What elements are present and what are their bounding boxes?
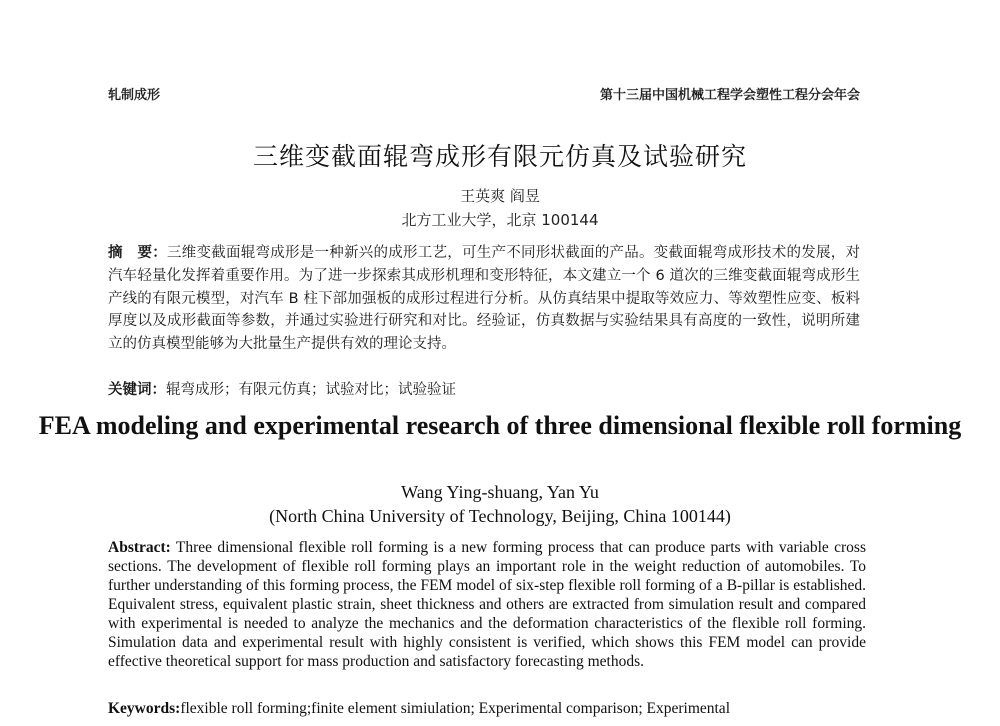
chinese-authors: 王英爽 阎昱 bbox=[460, 187, 540, 205]
chinese-abstract-label: 摘 要： bbox=[108, 245, 167, 261]
english-abstract-text: Three dimensional flexible roll forming is a new forming process that can produce parts with variable cross sections. The development of flexible roll forming plays an important role in the weight reduction of automobiles. To further understanding of this forming process, the FEM model of six-step flexible roll forming of a B-pillar is established. Equivalent stress, equivalent plastic strain, sheet thickness and others are extracted from simulation result and compared with experimental is needed to analyze the mechanics and the deformation characteristics of the flexible roll forming. Simulation data and experimental result with highly consistent is verified, which shows this FEM model can provide effective theoretical support for mass production and satisfactory forecasting methods. bbox=[108, 539, 866, 670]
chinese-title: 三维变截面辊弯成形有限元仿真及试验研究 bbox=[252, 142, 747, 171]
english-abstract-label: Abstract: bbox=[108, 539, 171, 556]
english-keywords-text: flexible roll forming;finite element simiulation; Experimental comparison; Experimental bbox=[180, 700, 730, 717]
english-authors: Wang Ying-shuang, Yan Yu bbox=[401, 482, 599, 502]
chinese-affiliation: 北方工业大学，北京 100144 bbox=[401, 211, 599, 229]
chinese-keywords-label: 关键词： bbox=[108, 382, 166, 398]
chinese-keywords bbox=[108, 380, 860, 400]
chinese-abstract-text: 三维变截面辊弯成形是一种新兴的成形工艺，可生产不同形状截面的产品。变截面辊弯成形技术的发展，对汽车轻量化发挥着重要作用。为了进一步探索其成形机理和变形特征，本文建立一个 6 道次的三维变截面辊弯成形生产线的有限元模型，对汽车 B 柱下部加强板的成形过程进行分析。从仿真结果中提取等效应力、等效塑性应变、板料厚度以及成形截面等参数，并通过实验进行研究和对比。经验证，仿真数据与实验结果具有高度的一致性，说明所建立的仿真模型能够为大批量生产提供有效的理论支持。 bbox=[108, 245, 860, 353]
english-title: FEA modeling and experimental research of three dimensional flexible roll forming bbox=[38, 411, 962, 440]
chinese-abstract bbox=[108, 242, 860, 356]
english-abstract bbox=[108, 538, 866, 671]
english-keywords bbox=[108, 699, 866, 718]
english-keywords-label: Keywords: bbox=[108, 700, 181, 717]
english-affiliation: (North China University of Technology, Beijing, China 100144) bbox=[269, 506, 731, 526]
chinese-keywords-text: 辊弯成形；有限元仿真；试验对比；试验验证 bbox=[166, 382, 456, 398]
running-header-conference: 第十三届中国机械工程学会塑性工程分会年会 bbox=[599, 88, 860, 103]
running-header-section: 轧制成形 bbox=[108, 88, 161, 103]
